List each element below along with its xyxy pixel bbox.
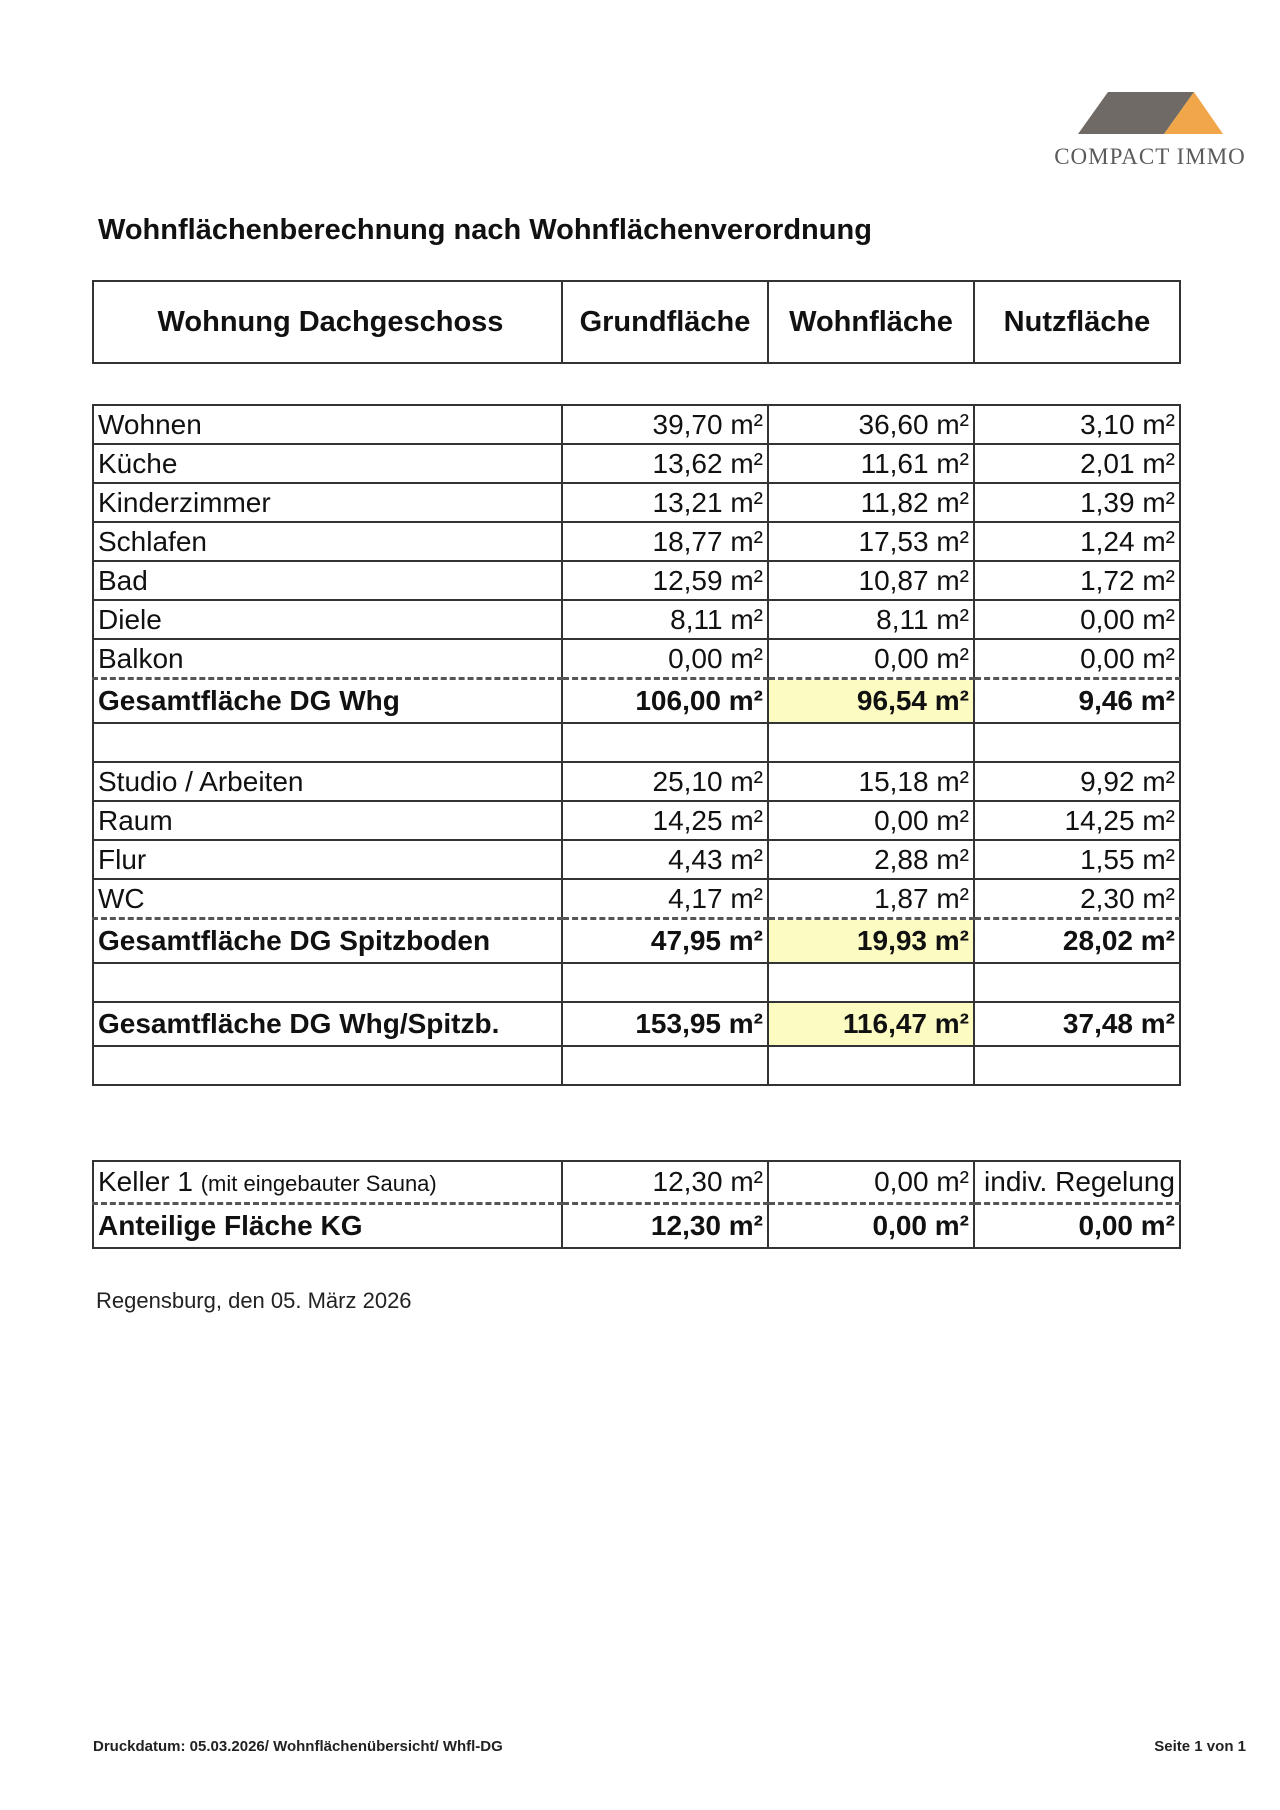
total-wohnflaeche: 96,54 m² [768, 679, 974, 724]
total-nutzflaeche: 28,02 m² [974, 919, 1180, 964]
row-grundflaeche: 12,59 m² [562, 561, 768, 600]
place-date: Regensburg, den 05. März 2026 [96, 1288, 412, 1313]
cellar-table [92, 1160, 1181, 1249]
table-row [93, 801, 1180, 840]
total-grundflaeche: 47,95 m² [562, 919, 768, 964]
row-grundflaeche: 8,11 m² [562, 600, 768, 639]
row-nutzflaeche: 0,00 m² [974, 600, 1180, 639]
attic-total-row [93, 919, 1180, 964]
row-wohnflaeche: 17,53 m² [768, 522, 974, 561]
row-label: Diele [93, 600, 562, 639]
row-grundflaeche: 14,25 m² [562, 801, 768, 840]
row-nutzflaeche: 1,24 m² [974, 522, 1180, 561]
row-grundflaeche: 13,21 m² [562, 483, 768, 522]
total-wohnflaeche: 116,47 m² [768, 1002, 974, 1046]
table-row [93, 561, 1180, 600]
row-wohnflaeche: 36,60 m² [768, 405, 974, 444]
cellar-total-row [93, 1204, 1180, 1249]
row-grundflaeche: 39,70 m² [562, 405, 768, 444]
header-wohnflaeche: Wohnfläche [768, 281, 974, 363]
row-label: WC [93, 879, 562, 919]
spacer-row [93, 963, 1180, 1002]
row-grundflaeche: 13,62 m² [562, 444, 768, 483]
row-wohnflaeche: 1,87 m² [768, 879, 974, 919]
row-wohnflaeche: 10,87 m² [768, 561, 974, 600]
row-label [93, 1161, 562, 1204]
total-label: Gesamtfläche DG Whg [93, 679, 562, 724]
row-label: Balkon [93, 639, 562, 679]
row-nutzflaeche: 2,01 m² [974, 444, 1180, 483]
row-wohnflaeche: 15,18 m² [768, 762, 974, 801]
row-nutzflaeche: 1,39 m² [974, 483, 1180, 522]
row-nutzflaeche: 3,10 m² [974, 405, 1180, 444]
area-table [92, 404, 1181, 1086]
row-grundflaeche: 25,10 m² [562, 762, 768, 801]
header-apartment: Wohnung Dachgeschoss [93, 281, 562, 363]
row-label: Studio / Arbeiten [93, 762, 562, 801]
roof-logo-icon [1078, 88, 1223, 136]
spacer-row [93, 723, 1180, 762]
table-row [93, 600, 1180, 639]
spacer-row [93, 1046, 1180, 1085]
table-row [93, 444, 1180, 483]
total-nutzflaeche: 37,48 m² [974, 1002, 1180, 1046]
table-row [93, 483, 1180, 522]
row-wohnflaeche: 0,00 m² [768, 639, 974, 679]
total-label: Gesamtfläche DG Whg/Spitzb. [93, 1002, 562, 1046]
row-nutzflaeche: 1,72 m² [974, 561, 1180, 600]
apartment-total-row [93, 679, 1180, 724]
row-wohnflaeche: 11,82 m² [768, 483, 974, 522]
row-label: Schlafen [93, 522, 562, 561]
row-nutzflaeche: indiv. Regelung [974, 1161, 1180, 1204]
company-name: COMPACT IMMO [1054, 144, 1246, 169]
table-row [93, 762, 1180, 801]
row-wohnflaeche: 2,88 m² [768, 840, 974, 879]
table-row [93, 879, 1180, 919]
row-label: Wohnen [93, 405, 562, 444]
total-label: Anteilige Fläche KG [93, 1204, 562, 1249]
header-grundflaeche: Grundfläche [562, 281, 768, 363]
row-grundflaeche: 18,77 m² [562, 522, 768, 561]
total-grundflaeche: 153,95 m² [562, 1002, 768, 1046]
row-grundflaeche: 12,30 m² [562, 1161, 768, 1204]
row-nutzflaeche: 9,92 m² [974, 762, 1180, 801]
total-nutzflaeche: 9,46 m² [974, 679, 1180, 724]
row-nutzflaeche: 2,30 m² [974, 879, 1180, 919]
total-grundflaeche: 12,30 m² [562, 1204, 768, 1249]
page-title: Wohnflächenberechnung nach Wohnflächenverordnung [98, 214, 872, 246]
table-row [93, 522, 1180, 561]
total-wohnflaeche: 19,93 m² [768, 919, 974, 964]
row-nutzflaeche: 14,25 m² [974, 801, 1180, 840]
row-grundflaeche: 4,43 m² [562, 840, 768, 879]
cellar-note: (mit eingebauter Sauna) [200, 1171, 437, 1196]
row-label: Kinderzimmer [93, 483, 562, 522]
row-label: Küche [93, 444, 562, 483]
row-label: Bad [93, 561, 562, 600]
table-row [93, 639, 1180, 679]
total-grundflaeche: 106,00 m² [562, 679, 768, 724]
table-header [92, 280, 1181, 364]
table-row [93, 840, 1180, 879]
cellar-name: Keller 1 [98, 1166, 193, 1197]
row-nutzflaeche: 0,00 m² [974, 639, 1180, 679]
row-wohnflaeche: 11,61 m² [768, 444, 974, 483]
footer-print-info: Druckdatum: 05.03.2026/ Wohnflächenübersicht/ Whfl-DG [93, 1738, 503, 1755]
row-nutzflaeche: 1,55 m² [974, 840, 1180, 879]
footer-page-number: Seite 1 von 1 [1154, 1738, 1246, 1755]
header-nutzflaeche: Nutzfläche [974, 281, 1180, 363]
total-wohnflaeche: 0,00 m² [768, 1204, 974, 1249]
grand-total-row [93, 1002, 1180, 1046]
row-grundflaeche: 4,17 m² [562, 879, 768, 919]
table-row [93, 405, 1180, 444]
row-grundflaeche: 0,00 m² [562, 639, 768, 679]
table-row [93, 1161, 1180, 1204]
row-label: Raum [93, 801, 562, 840]
company-logo [1040, 88, 1260, 178]
row-wohnflaeche: 0,00 m² [768, 1161, 974, 1204]
total-nutzflaeche: 0,00 m² [974, 1204, 1180, 1249]
total-label: Gesamtfläche DG Spitzboden [93, 919, 562, 964]
row-wohnflaeche: 0,00 m² [768, 801, 974, 840]
row-wohnflaeche: 8,11 m² [768, 600, 974, 639]
row-label: Flur [93, 840, 562, 879]
